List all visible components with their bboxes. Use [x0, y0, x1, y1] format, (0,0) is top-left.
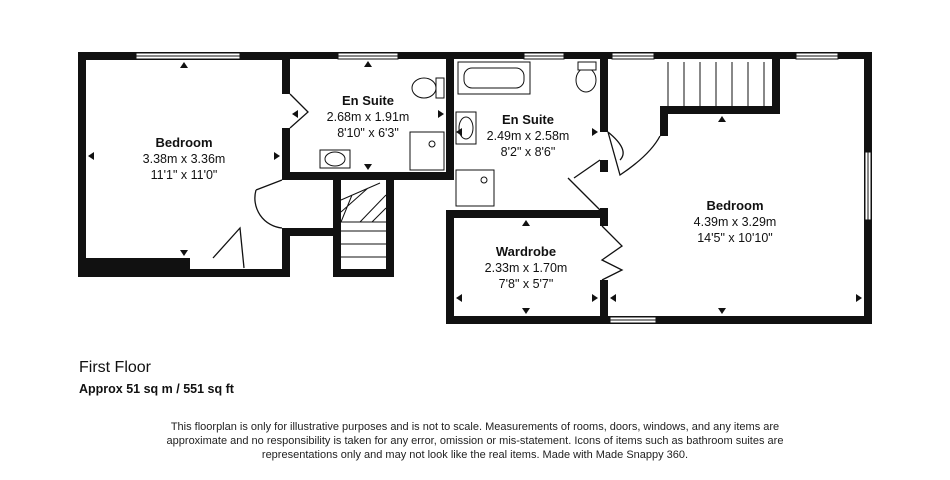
room-label-ensuite-left	[327, 93, 410, 140]
room-label-wardrobe	[485, 244, 568, 291]
room-name: Bedroom	[155, 135, 213, 150]
staircase-top-right	[668, 62, 764, 106]
room-metric: 2.33m x 1.70m	[484, 261, 568, 275]
floor-area: Approx 51 sq m / 551 sq ft	[79, 382, 234, 396]
room-imperial: 8'10" x 6'3"	[337, 126, 399, 140]
room-imperial: 8'2" x 8'6"	[500, 145, 556, 159]
room-name: En Suite	[341, 93, 395, 108]
room-label-ensuite-right	[487, 112, 570, 159]
room-name: En Suite	[501, 112, 555, 127]
room-name: Bedroom	[706, 198, 764, 213]
room-imperial: 7'8" x 5'7"	[498, 277, 554, 291]
room-metric: 4.39m x 3.29m	[693, 215, 777, 229]
room-metric: 3.38m x 3.36m	[142, 152, 226, 166]
room-name: Wardrobe	[495, 244, 557, 259]
toilet-icon	[412, 78, 436, 98]
room-imperial: 14'5" x 10'10"	[697, 231, 773, 245]
room-metric: 2.68m x 1.91m	[326, 110, 410, 124]
doors	[213, 94, 660, 280]
floor-title: First Floor	[79, 359, 151, 376]
room-label-bedroom-right	[694, 198, 777, 245]
room-label-bedroom-left	[143, 135, 226, 182]
toilet-icon	[576, 68, 596, 92]
room-metric: 2.49m x 2.58m	[486, 129, 570, 143]
shower-icon	[456, 170, 494, 206]
shower-icon	[410, 132, 444, 170]
room-imperial: 11'1" x 11'0"	[150, 168, 218, 182]
disclaimer: This floorplan is only for illustrative purposes and is not to scale. Measurements of rooms, doors, windows, and any items are approximate and no responsibility is taken for any error, omission or mis-statement. Icons of items such as bathroom suites are representations only and may not look like the real items. Made with Made Snappy 360.	[166, 421, 784, 461]
staircase-centre	[341, 183, 386, 257]
